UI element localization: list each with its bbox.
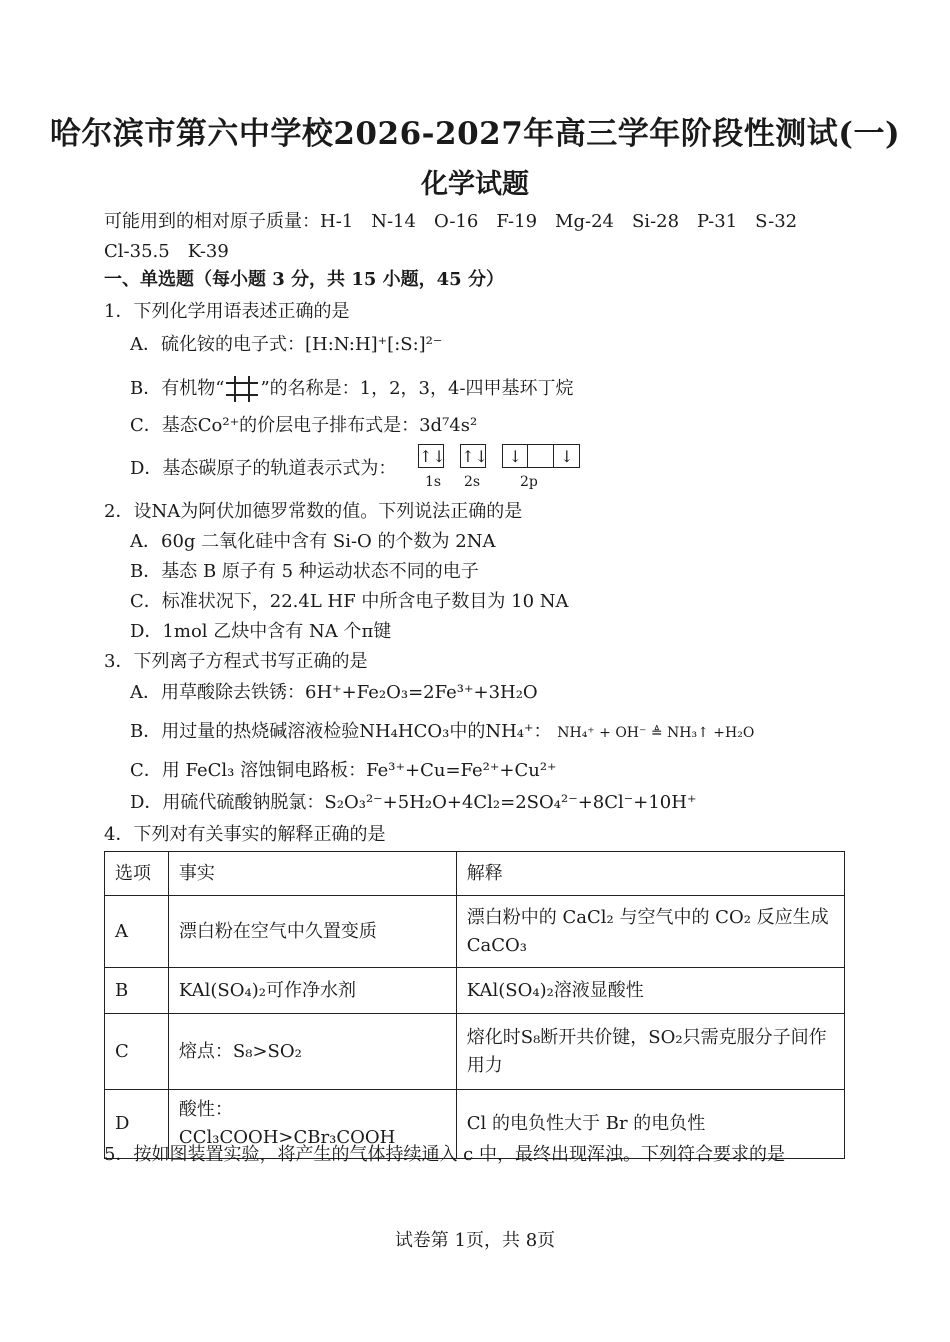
table-cell-fact: KAl(SO₄)₂可作净水剂 xyxy=(168,968,456,1014)
question-2-option-b: B．基态 B 原子有 5 种运动状态不同的电子 xyxy=(130,561,479,582)
orbital-label-2p: 2p xyxy=(520,474,538,490)
orbital-box-2p-1: ↓ xyxy=(502,444,528,468)
section-heading: 一、单选题（每小题 3 分，共 15 小题，45 分） xyxy=(104,269,504,290)
table-row xyxy=(105,896,845,968)
facts-table xyxy=(104,851,845,1159)
exam-title: 哈尔滨市第六中学校2026-2027年高三学年阶段性测试(一) xyxy=(49,116,901,152)
question-2-stem: 2．设NA为阿伏加德罗常数的值。下列说法正确的是 xyxy=(104,501,523,522)
question-3-option-b-text: B．用过量的热烧碱溶液检验NH₄HCO₃中的NH₄⁺： xyxy=(130,721,552,742)
question-1-option-b-suffix: ”的名称是：1，2，3，4-四甲基环丁烷 xyxy=(260,378,574,399)
cyclobutane-structure-icon xyxy=(224,374,260,404)
question-1-option-a: A．硫化铵的电子式：[H:N:H]⁺[:S:]²⁻ xyxy=(130,334,443,355)
table-cell-explanation: Cl 的电负性大于 Br 的电负性 xyxy=(456,1090,844,1159)
question-4-stem: 4．下列对有关事实的解释正确的是 xyxy=(104,824,386,845)
orbital-box-2p-3: ↓ xyxy=(554,444,580,468)
table-cell-explanation: 漂白粉中的 CaCl₂ 与空气中的 CO₂ 反应生成 CaCO₃ xyxy=(456,896,844,968)
table-cell-option: D xyxy=(105,1090,169,1159)
orbital-box-1s: ↑↓ xyxy=(418,444,444,468)
question-3-option-c: C．用 FeCl₃ 溶蚀铜电路板：Fe³⁺+Cu=Fe²⁺+Cu²⁺ xyxy=(130,760,557,781)
orbital-diagram xyxy=(418,444,580,468)
table-cell-fact: 熔点：S₈>SO₂ xyxy=(168,1014,456,1090)
question-2-option-a: A．60g 二氧化硅中含有 Si-O 的个数为 2NA xyxy=(130,531,496,552)
table-cell-option: A xyxy=(105,896,169,968)
question-5-stem: 5．按如图装置实验，将产生的气体持续通入 c 中，最终出现浑浊。下列符合要求的是 xyxy=(104,1144,785,1165)
table-cell-fact: 漂白粉在空气中久置变质 xyxy=(168,896,456,968)
table-header-fact: 事实 xyxy=(168,852,456,896)
question-2-option-c: C．标准状况下，22.4L HF 中所含电子数目为 10 NA xyxy=(130,591,569,612)
question-3-option-d: D．用硫代硫酸钠脱氯：S₂O₃²⁻+5H₂O+4Cl₂=2SO₄²⁻+8Cl⁻+10H⁺ xyxy=(130,792,697,813)
question-2-option-d: D．1mol 乙炔中含有 NA 个π键 xyxy=(130,621,392,642)
orbital-box-2s: ↑↓ xyxy=(460,444,486,468)
question-1-option-b xyxy=(130,374,574,404)
question-1-option-d xyxy=(130,457,396,481)
table-cell-explanation: 熔化时S₈断开共价键，SO₂只需克服分子间作用力 xyxy=(456,1014,844,1090)
question-1-stem: 1．下列化学用语表述正确的是 xyxy=(104,301,350,322)
question-1-option-b-prefix: B．有机物“ xyxy=(130,378,225,399)
question-3-option-b-equation: NH₄⁺ + OH⁻ ≜ NH₃↑ +H₂O xyxy=(557,725,755,741)
page-footer: 试卷第 1页，共 8页 xyxy=(394,1230,556,1251)
orbital-label-2s: 2s xyxy=(464,474,481,490)
atomic-mass-line-2: Cl-35.5 K-39 xyxy=(104,241,229,262)
question-3-option-b xyxy=(130,720,754,745)
table-cell-option: C xyxy=(105,1014,169,1090)
question-3-option-a: A．用草酸除去铁锈：6H⁺+Fe₂O₃=2Fe³⁺+3H₂O xyxy=(130,682,538,703)
table-header-explanation: 解释 xyxy=(456,852,844,896)
question-3-stem: 3．下列离子方程式书写正确的是 xyxy=(104,651,368,672)
exam-subject: 化学试题 xyxy=(421,169,529,200)
table-header-option: 选项 xyxy=(105,852,169,896)
table-cell-option: B xyxy=(105,968,169,1014)
table-row xyxy=(105,968,845,1014)
question-1-option-d-label: D．基态碳原子的轨道表示式为： xyxy=(130,458,397,479)
table-cell-fact: 酸性：CCl₃COOH>CBr₃COOH xyxy=(168,1090,456,1159)
atomic-mass-line-1: 可能用到的相对原子质量：H-1 N-14 O-16 F-19 Mg-24 Si-28 P-31 S-32 xyxy=(104,211,798,232)
question-1-option-c: C．基态Co²⁺的价层电子排布式是：3d⁷4s² xyxy=(130,415,478,436)
table-header-row xyxy=(105,852,845,896)
table-cell-explanation: KAl(SO₄)₂溶液显酸性 xyxy=(456,968,844,1014)
orbital-box-2p-2 xyxy=(528,444,554,468)
orbital-label-1s: 1s xyxy=(425,474,442,490)
table-row xyxy=(105,1014,845,1090)
